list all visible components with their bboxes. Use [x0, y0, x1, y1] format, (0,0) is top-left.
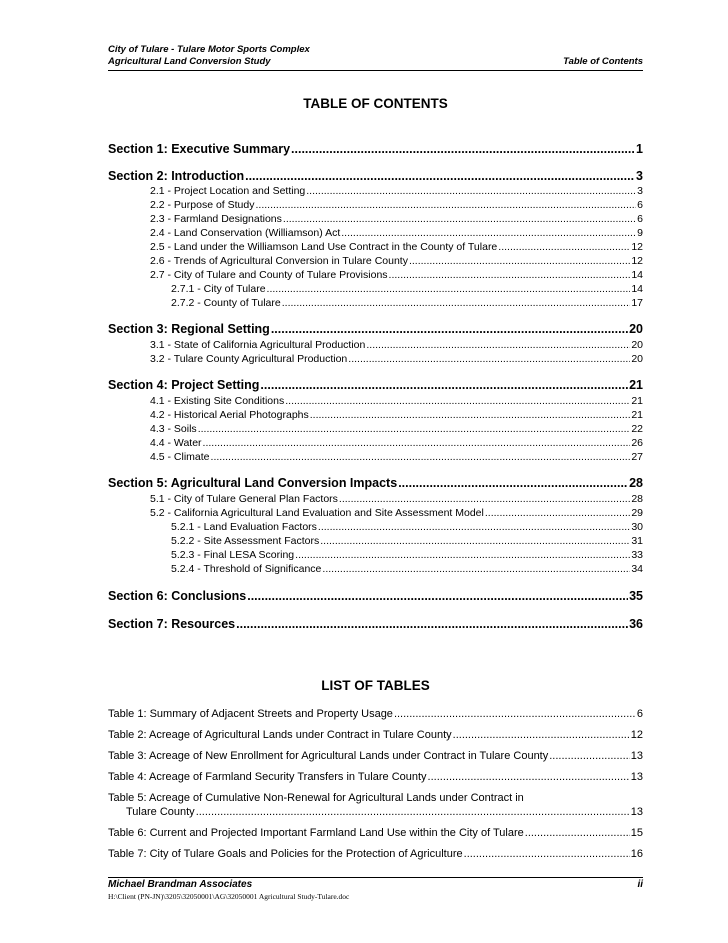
- toc-section-5[interactable]: [108, 476, 643, 490]
- lot-entry-label: Table 1: Summary of Adjacent Streets and Property Usage: [108, 708, 393, 720]
- lot-entry-label: Table 2: Acreage of Agricultural Lands under Contract in Tulare County: [108, 729, 452, 741]
- dot-leader: [498, 241, 630, 253]
- toc-entry-page: 34: [631, 563, 643, 575]
- toc-entry-label: 2.7.1 - City of Tulare: [171, 283, 266, 295]
- dot-leader: [260, 378, 628, 392]
- dot-leader: [282, 297, 631, 309]
- toc-subsubsection[interactable]: [171, 549, 643, 561]
- toc-entry-page: 14: [631, 283, 643, 295]
- lot-entry[interactable]: [108, 708, 643, 720]
- toc-entry-page: 12: [631, 241, 643, 253]
- lot-entry[interactable]: [108, 827, 643, 839]
- toc-subsection[interactable]: [150, 339, 643, 351]
- dot-leader: [283, 213, 636, 225]
- toc-heading: TABLE OF CONTENTS: [303, 96, 448, 111]
- dot-leader: [285, 395, 630, 407]
- dot-leader: [348, 353, 630, 365]
- toc-entry-label: 2.4 - Land Conservation (Williamson) Act: [150, 227, 341, 239]
- toc-entry-page: 36: [629, 617, 643, 631]
- lot-entry[interactable]: [108, 729, 643, 741]
- toc-entry-page: 3: [636, 169, 643, 183]
- dot-leader: [310, 409, 631, 421]
- toc-entry-page: 28: [631, 493, 643, 505]
- toc-entry-label: 5.1 - City of Tulare General Plan Factors: [150, 493, 338, 505]
- lot-entry-label: Table 6: Current and Projected Important Farmland Land Use within the City of Tulare: [108, 827, 524, 839]
- toc-entry-label: Section 2: Introduction: [108, 169, 245, 183]
- lot-entry[interactable]: [126, 806, 643, 818]
- toc-subsubsection[interactable]: [171, 297, 643, 309]
- dot-leader: [291, 142, 635, 156]
- dot-leader: [549, 750, 630, 762]
- dot-leader: [196, 806, 630, 818]
- footer-rule: [108, 877, 643, 878]
- toc-entry-page: 9: [637, 227, 643, 239]
- toc-entry-page: 3: [637, 185, 643, 197]
- toc-subsection[interactable]: [150, 213, 643, 225]
- lot-entry-page: 13: [630, 771, 643, 783]
- toc-entry-page: 20: [629, 322, 643, 336]
- dot-leader: [322, 563, 630, 575]
- toc-subsection[interactable]: [150, 493, 643, 505]
- toc-entry-label: Section 4: Project Setting: [108, 378, 260, 392]
- toc-subsubsection[interactable]: [171, 283, 643, 295]
- lot-heading: LIST OF TABLES: [321, 678, 430, 693]
- toc-subsection[interactable]: [150, 185, 643, 197]
- toc-subsection[interactable]: [150, 507, 643, 519]
- dot-leader: [198, 423, 631, 435]
- lot-entry-page: 13: [630, 750, 643, 762]
- toc-entry-label: Section 3: Regional Setting: [108, 322, 270, 336]
- toc-section-7[interactable]: [108, 617, 643, 631]
- toc-entry-page: 35: [629, 589, 643, 603]
- toc-entry-page: 31: [631, 535, 643, 547]
- toc-section-4[interactable]: [108, 378, 643, 392]
- dot-leader: [428, 771, 630, 783]
- toc-subsection[interactable]: [150, 395, 643, 407]
- dot-leader: [295, 549, 630, 561]
- toc-entry-label: Section 1: Executive Summary: [108, 142, 291, 156]
- toc-subsubsection[interactable]: [171, 563, 643, 575]
- toc-entry-page: 22: [631, 423, 643, 435]
- header-section-name: Table of Contents: [563, 56, 643, 67]
- dot-leader: [394, 708, 636, 720]
- toc-entry-label: 4.3 - Soils: [150, 423, 197, 435]
- lot-entry[interactable]: [108, 771, 643, 783]
- toc-entry-label: 4.4 - Water: [150, 437, 202, 449]
- dot-leader: [320, 535, 630, 547]
- toc-subsection[interactable]: [150, 437, 643, 449]
- toc-entry-label: 4.2 - Historical Aerial Photographs: [150, 409, 309, 421]
- toc-entry-page: 21: [631, 409, 643, 421]
- toc-entry-label: Section 6: Conclusions: [108, 589, 247, 603]
- toc-entry-label: 4.1 - Existing Site Conditions: [150, 395, 285, 407]
- dot-leader: [453, 729, 630, 741]
- dot-leader: [485, 507, 630, 519]
- footer-page-number: ii: [637, 879, 643, 890]
- dot-leader: [318, 521, 630, 533]
- lot-entry[interactable]: [108, 750, 643, 762]
- lot-entry-page: 16: [630, 848, 643, 860]
- header-rule: [108, 70, 643, 71]
- dot-leader: [341, 227, 636, 239]
- dot-leader: [271, 322, 628, 336]
- dot-leader: [255, 199, 636, 211]
- toc-entry-page: 20: [631, 353, 643, 365]
- dot-leader: [203, 437, 631, 449]
- toc-section-2[interactable]: [108, 169, 643, 183]
- toc-entry-label: 5.2.2 - Site Assessment Factors: [171, 535, 320, 547]
- toc-section-3[interactable]: [108, 322, 643, 336]
- toc-subsubsection[interactable]: [171, 521, 643, 533]
- toc-entry-label: 4.5 - Climate: [150, 451, 210, 463]
- lot-entry-page: 6: [636, 708, 643, 720]
- lot-entry-page: 13: [630, 806, 643, 818]
- lot-entry-label: Table 4: Acreage of Farmland Security Transfers in Tulare County: [108, 771, 427, 783]
- toc-entry-label: 5.2.3 - Final LESA Scoring: [171, 549, 295, 561]
- toc-subsection[interactable]: [150, 255, 643, 267]
- toc-entry-page: 21: [631, 395, 643, 407]
- toc-entry-page: 26: [631, 437, 643, 449]
- toc-entry-page: 1: [636, 142, 643, 156]
- toc-entry-page: 14: [631, 269, 643, 281]
- toc-section-6[interactable]: [108, 589, 643, 603]
- dot-leader: [267, 283, 631, 295]
- toc-entry-label: 2.2 - Purpose of Study: [150, 199, 255, 211]
- toc-subsection[interactable]: [150, 199, 643, 211]
- dot-leader: [245, 169, 635, 183]
- toc-entry-label: 2.7.2 - County of Tulare: [171, 297, 281, 309]
- toc-entry-page: 17: [631, 297, 643, 309]
- dot-leader: [339, 493, 630, 505]
- header-project-title: City of Tulare - Tulare Motor Sports Complex: [108, 44, 310, 55]
- dot-leader: [409, 255, 630, 267]
- toc-entry-label: Section 5: Agricultural Land Conversion Impacts: [108, 476, 398, 490]
- dot-leader: [247, 589, 628, 603]
- toc-entry-page: 20: [631, 339, 643, 351]
- toc-subsection[interactable]: [150, 423, 643, 435]
- toc-entry-page: 6: [637, 213, 643, 225]
- footer-company: Michael Brandman Associates: [108, 879, 253, 890]
- toc-entry-page: 33: [631, 549, 643, 561]
- toc-subsection[interactable]: [150, 241, 643, 253]
- toc-entry-label: 2.3 - Farmland Designations: [150, 213, 282, 225]
- lot-entry-page: 15: [630, 827, 643, 839]
- toc-entry-label: 5.2.1 - Land Evaluation Factors: [171, 521, 317, 533]
- toc-entry-page: 30: [631, 521, 643, 533]
- lot-entry-label: Table 3: Acreage of New Enrollment for Agricultural Lands under Contract in Tulare County: [108, 750, 549, 762]
- toc-entry-page: 28: [629, 476, 643, 490]
- lot-entry-label: Table 7: City of Tulare Goals and Policies for the Protection of Agriculture: [108, 848, 463, 860]
- toc-entry-label: 2.1 - Project Location and Setting: [150, 185, 306, 197]
- toc-entry-page: 27: [631, 451, 643, 463]
- toc-entry-label: 2.7 - City of Tulare and County of Tulare Provisions: [150, 269, 388, 281]
- toc-entry-label: Section 7: Resources: [108, 617, 236, 631]
- dot-leader: [389, 269, 631, 281]
- toc-entry-page: 6: [637, 199, 643, 211]
- toc-section-1[interactable]: [108, 142, 643, 156]
- toc-entry-page: 29: [631, 507, 643, 519]
- toc-entry-page: 21: [629, 378, 643, 392]
- toc-entry-page: 12: [631, 255, 643, 267]
- toc-entry-label: 2.5 - Land under the Williamson Land Use Contract in the County of Tulare: [150, 241, 498, 253]
- lot-entry[interactable]: [108, 848, 643, 860]
- dot-leader: [398, 476, 628, 490]
- lot-entry-label-continued: Tulare County: [126, 806, 195, 818]
- toc-entry-label: 5.2.4 - Threshold of Significance: [171, 563, 322, 575]
- toc-subsection[interactable]: [150, 227, 643, 239]
- header-study-title: Agricultural Land Conversion Study: [108, 56, 271, 67]
- dot-leader: [464, 848, 630, 860]
- toc-subsection[interactable]: [150, 409, 643, 421]
- toc-subsection[interactable]: [150, 269, 643, 281]
- lot-entry-label[interactable]: Table 5: Acreage of Cumulative Non-Renewal for Agricultural Lands under Contract in: [108, 792, 524, 804]
- lot-entry-page: 12: [630, 729, 643, 741]
- toc-entry-label: 5.2 - California Agricultural Land Evaluation and Site Assessment Model: [150, 507, 484, 519]
- dot-leader: [525, 827, 630, 839]
- dot-leader: [366, 339, 630, 351]
- toc-entry-label: 2.6 - Trends of Agricultural Conversion in Tulare County: [150, 255, 408, 267]
- toc-subsection[interactable]: [150, 353, 643, 365]
- toc-entry-label: 3.1 - State of California Agricultural Production: [150, 339, 366, 351]
- toc-entry-label: 3.2 - Tulare County Agricultural Production: [150, 353, 348, 365]
- dot-leader: [306, 185, 636, 197]
- dot-leader: [236, 617, 628, 631]
- dot-leader: [211, 451, 631, 463]
- toc-subsubsection[interactable]: [171, 535, 643, 547]
- footer-file-path: H:\Client (PN-JN)\3205\32050001\AG\32050001 Agricultural Study-Tulare.doc: [108, 892, 350, 901]
- toc-subsection[interactable]: [150, 451, 643, 463]
